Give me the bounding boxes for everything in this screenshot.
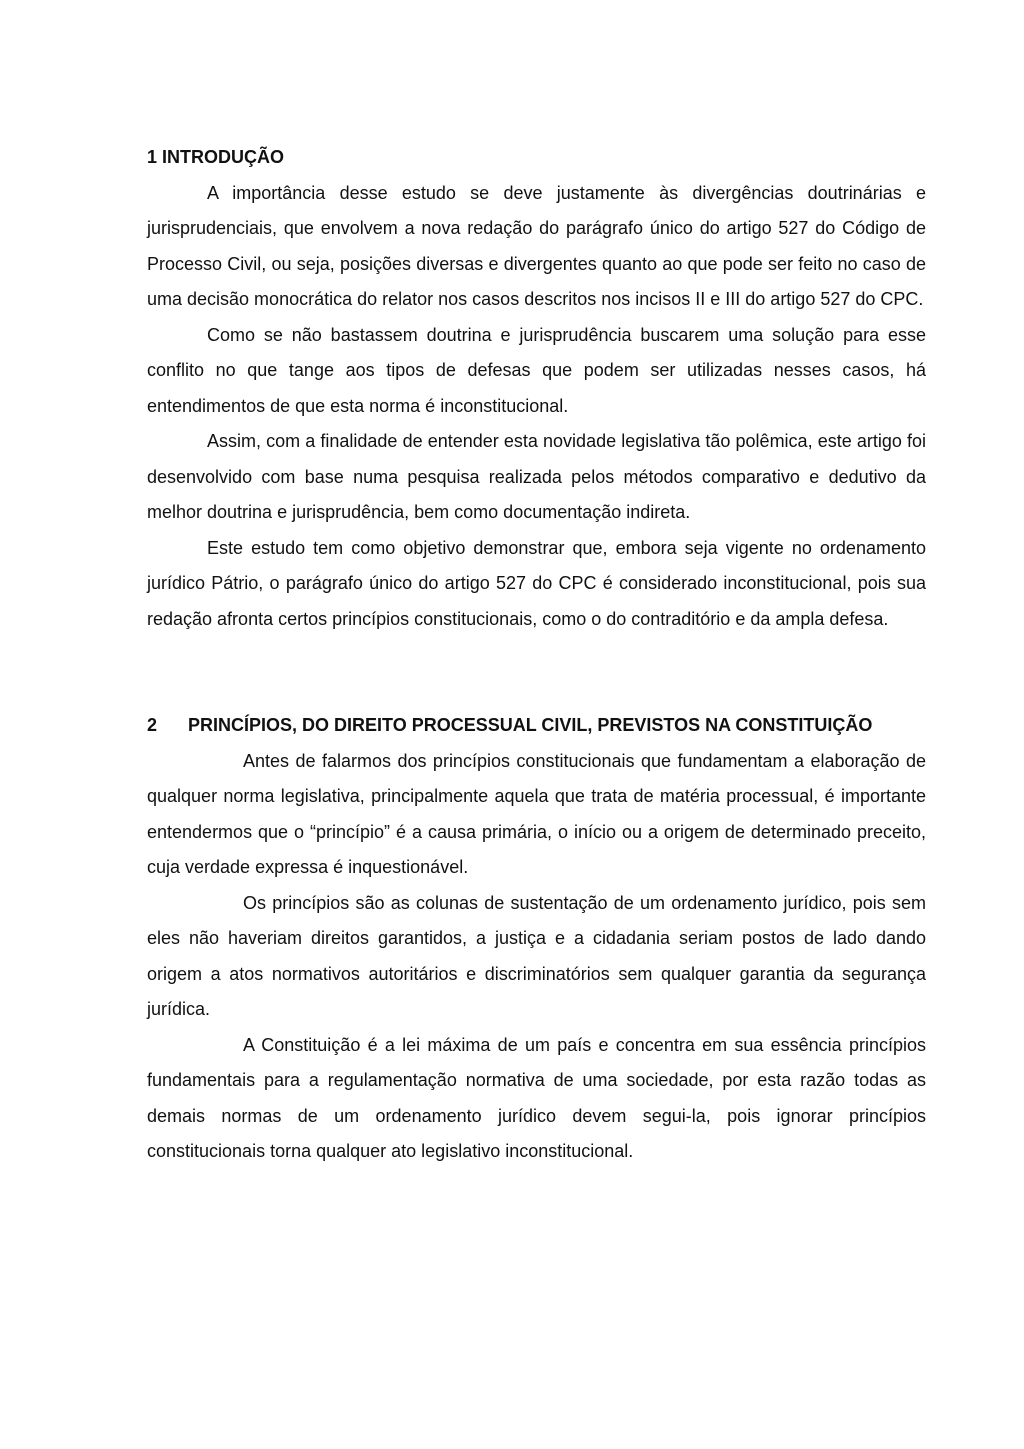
section-1-paragraph-4: Este estudo tem como objetivo demonstrar que, embora seja vigente no ordenamento jurídico Pátrio, o parágrafo único do artigo 527 do CPC é considerado inconstitucional, pois sua redação afronta certos princípios constitucionais, como o do contraditório e da ampla defesa.: [147, 537, 926, 629]
section-1-paragraph-2: Como se não bastassem doutrina e jurisprudência buscarem uma solução para esse conflito no que tange aos tipos de defesas que podem ser utilizadas nesses casos, há entendimentos de que esta norma é inconstitucional.: [147, 324, 926, 416]
section-1-paragraph-3: Assim, com a finalidade de entender esta novidade legislativa tão polêmica, este artigo foi desenvolvido com base numa pesquisa realizada pelos métodos comparativo e dedutivo da melhor doutrina e jurisprudência, bem como documentação indireta.: [147, 431, 926, 522]
section-principios: [147, 708, 926, 1170]
section-2-number: 2: [147, 715, 158, 735]
section-2-paragraph-1: Antes de falarmos dos princípios constitucionais que fundamentam a elaboração de qualquer norma legislativa, principalmente aquela que trata de matéria processual, é importante entendermos que o “princípio” é a causa primária, o início ou a origem de determinado preceito, cuja verdade expressa é inquestionável.: [147, 750, 926, 877]
section-2-heading: [147, 708, 926, 744]
section-2-paragraph-3: A Constituição é a lei máxima de um país e concentra em sua essência princípios fundamentais para a regulamentação normativa de uma sociedade, por esta razão todas as demais normas de um ordenamento jurídico devem segui-la, pois ignorar princípios constitucionais torna qualquer ato legislativo inconstitucional.: [147, 1034, 926, 1161]
section-introducao: [147, 140, 926, 637]
section-1-paragraph-1: A importância desse estudo se deve justamente às divergências doutrinárias e jurisprudenciais, que envolvem a nova redação do parágrafo único do artigo 527 do Código de Processo Civil, ou seja, posições diversas e divergentes quanto ao que pode ser feito no caso de uma decisão monocrática do relator nos casos descritos nos incisos II e III do artigo 527 do CPC.: [147, 182, 926, 309]
section-2-title: PRINCÍPIOS, DO DIREITO PROCESSUAL CIVIL, PREVISTOS NA CONSTITUIÇÃO: [188, 715, 873, 735]
section-1-heading: 1 INTRODUÇÃO: [147, 147, 285, 167]
section-2-paragraph-2: Os princípios são as colunas de sustentação de um ordenamento jurídico, pois sem eles não haveriam direitos garantidos, a justiça e a cidadania seriam postos de lado dando origem a atos normativos autoritários e discriminatórios sem qualquer garantia da segurança jurídica.: [147, 892, 926, 1019]
document-page: [147, 140, 926, 1170]
